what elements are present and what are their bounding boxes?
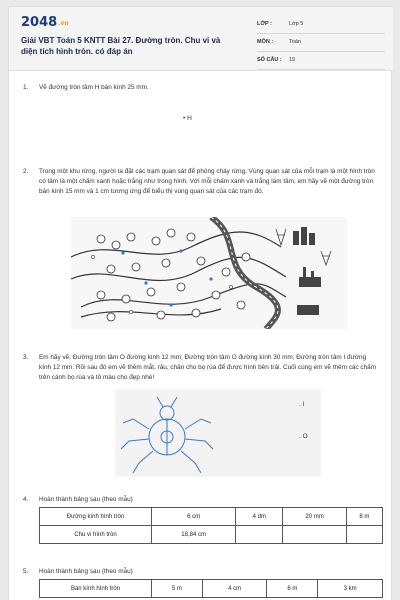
question-text: Em hãy vẽ: Đường tròn tâm O đường kính 12 mm; Đường tròn tâm O đường kính 30 mm; Đường tròn tâm I đường kính 12 mm. Rồi sau đó em vẽ thêm mắt, râu, chân cho bọ rùa để được hình bên trái. Cuối cùng em vẽ thêm các chấm trên cánh bọ rùa và tô màu cho đẹp nhé! bbox=[39, 354, 377, 381]
table-row bbox=[40, 508, 383, 526]
table-cell: 20 mm bbox=[283, 508, 346, 526]
worksheet-title: Giải VBT Toán 5 KNTT Bài 27. Đường tròn. Chu vi và diện tích hình tròn. có đáp án bbox=[21, 36, 221, 56]
table-cell: 6 m bbox=[267, 580, 318, 598]
brand-name: 2048 bbox=[21, 15, 58, 30]
meta-label: MÔN : bbox=[257, 39, 274, 45]
meta-value: Lớp 5 bbox=[289, 21, 304, 27]
table-row bbox=[40, 580, 383, 598]
worksheet-page bbox=[8, 6, 392, 600]
question-text: Hoàn thành bảng sau (theo mẫu) bbox=[39, 568, 133, 575]
table-cell: 4 dm bbox=[236, 508, 283, 526]
question-number: 1. bbox=[23, 84, 29, 91]
meta-row-grade bbox=[257, 19, 385, 34]
question-text: Vẽ đường tròn tâm H bán kính 25 mm. bbox=[39, 84, 149, 91]
meta-value: Toán bbox=[289, 39, 301, 45]
answer-cell[interactable] bbox=[236, 526, 283, 544]
answer-cell[interactable] bbox=[283, 526, 346, 544]
point-i: . I bbox=[299, 401, 305, 408]
meta-panel bbox=[257, 19, 385, 73]
question-number: 3. bbox=[23, 354, 29, 361]
meta-value: 19 bbox=[289, 57, 296, 63]
answer-cell[interactable] bbox=[346, 526, 382, 544]
radius-table bbox=[39, 579, 383, 598]
question-number: 5. bbox=[23, 568, 29, 575]
table-cell: 18,84 cm bbox=[152, 526, 236, 544]
question-text: Hoàn thành bảng sau (theo mẫu) bbox=[39, 496, 133, 503]
question-number: 4. bbox=[23, 496, 29, 503]
forest-map-illustration bbox=[71, 217, 347, 329]
meta-label: SỐ CÂU : bbox=[257, 57, 282, 63]
meta-label: LỚP : bbox=[257, 21, 272, 27]
table-cell: 4 cm bbox=[202, 580, 267, 598]
table-cell: 5 m bbox=[152, 580, 203, 598]
point-o: . O bbox=[299, 433, 308, 440]
diameter-circumference-table bbox=[39, 507, 383, 544]
point-h: • H bbox=[183, 115, 192, 122]
brand-tld: .vn bbox=[58, 20, 69, 27]
meta-row-count bbox=[257, 55, 385, 70]
meta-row-subject bbox=[257, 37, 385, 52]
table-cell: 8 m bbox=[346, 508, 382, 526]
page-header bbox=[9, 7, 393, 71]
table-cell: 6 cm bbox=[152, 508, 236, 526]
table-cell: Chu vi hình tròn bbox=[40, 526, 152, 544]
table-cell: Đường kính hình tròn bbox=[40, 508, 152, 526]
table-row bbox=[40, 526, 383, 544]
table-cell: Bán kính hình tròn bbox=[40, 580, 152, 598]
question-text: Trong một khu rừng, người ta đặt các trạm quan sát để phòng cháy rừng. Vùng quan sát của mỗi trạm là một hình tròn có tâm là một chấm xanh hoặc trắng như trong hình. Với mỗi chấm xanh và trắng làm tâm, em hãy vẽ một đường tròn bán kính 15 mm và 1 cm tương ứng để biểu thị vùng quan sát của các trạm đó. bbox=[39, 168, 375, 195]
question-number: 2. bbox=[23, 168, 29, 175]
brand-logo[interactable] bbox=[21, 15, 69, 30]
ladybug-illustration bbox=[115, 389, 321, 477]
table-cell: 3 km bbox=[318, 580, 383, 598]
